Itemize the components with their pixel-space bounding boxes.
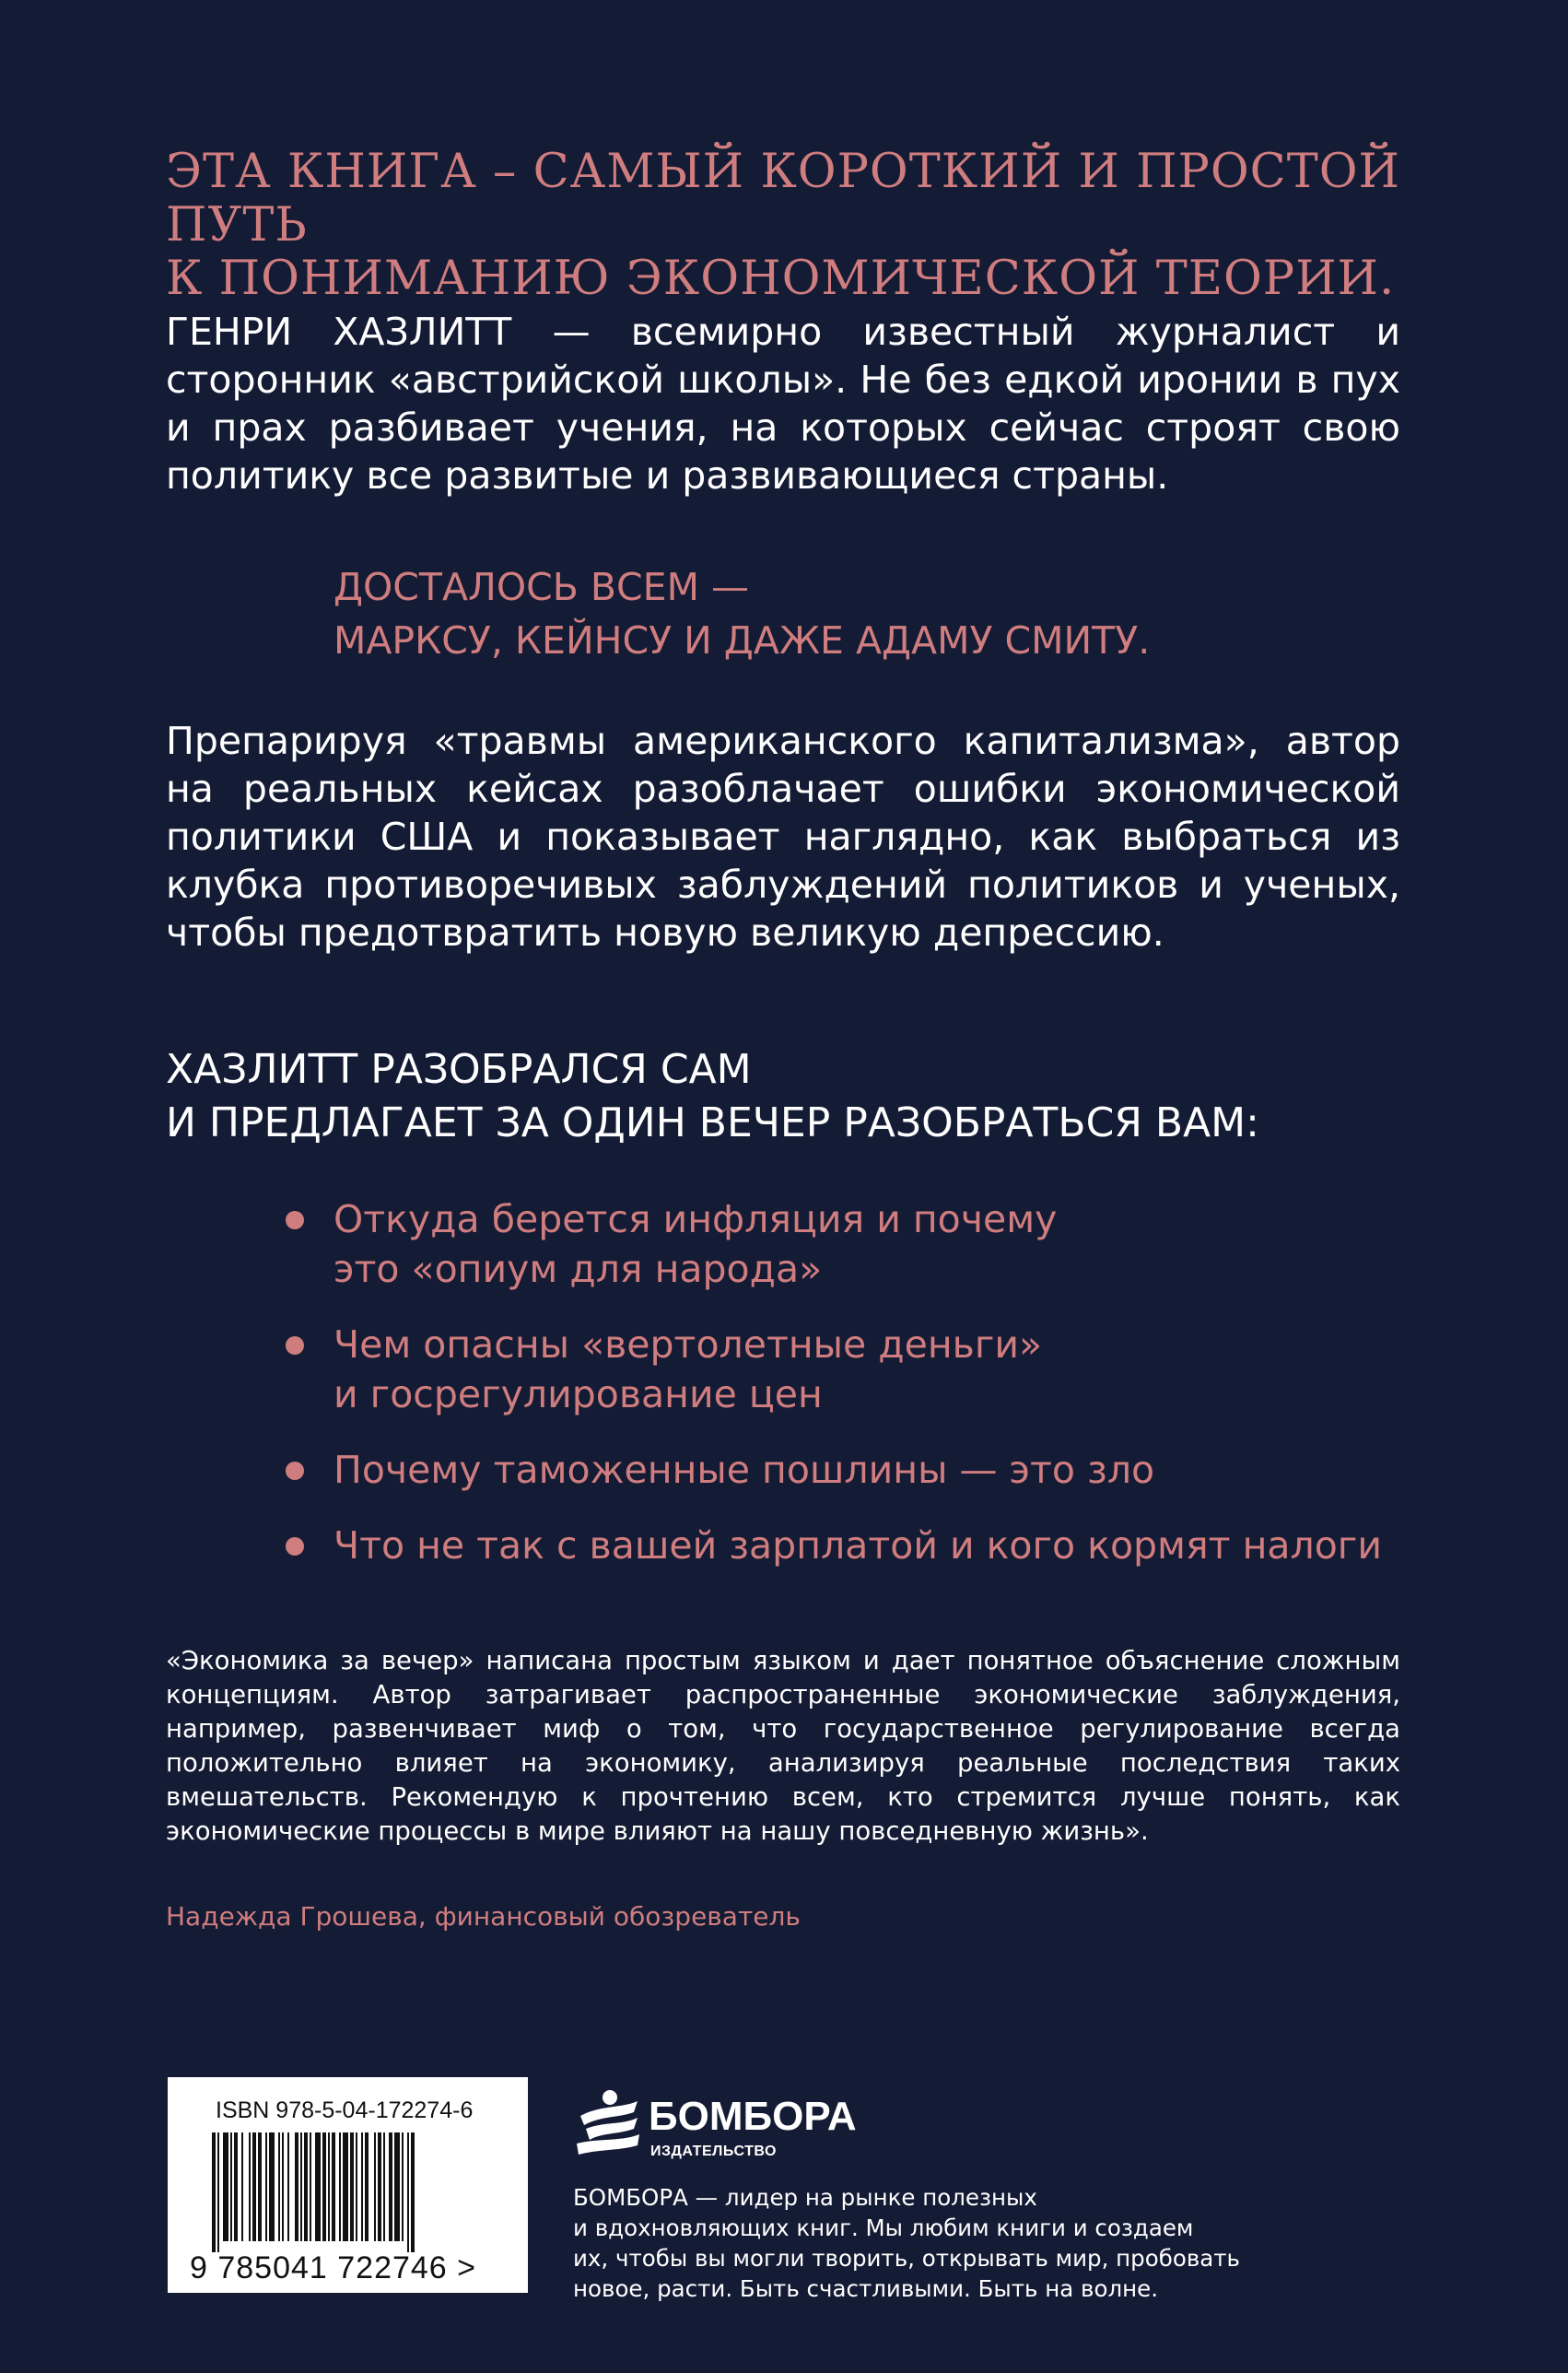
list-heading-line-2: И ПРЕДЛАГАЕТ ЗА ОДИН ВЕЧЕР РАЗОБРАТЬСЯ ВАМ:	[166, 1099, 1259, 1146]
isbn-label: ISBN 978-5-04-172274-6	[216, 2097, 474, 2123]
publisher-description	[573, 2182, 1421, 2304]
list-item	[276, 1521, 1419, 1570]
tagline	[166, 146, 1428, 306]
publisher-subtitle: ИЗДАТЕЛЬСТВО	[650, 2144, 777, 2159]
barcode-panel	[168, 2077, 528, 2293]
bullet-dot-icon	[286, 1462, 304, 1480]
list-item-line: Откуда берется инфляция и почему	[333, 1197, 1058, 1241]
quote-attribution: Надежда Грошева, финансовый обозреватель	[166, 1901, 801, 1932]
bullet-dot-icon	[286, 1336, 304, 1355]
list-heading-line-1: ХАЗЛИТТ РАЗОБРАЛСЯ САМ	[166, 1046, 752, 1093]
barcode-icon	[212, 2132, 488, 2252]
publisher-line: и вдохновляющих книг. Мы любим книги и создаем	[573, 2214, 1194, 2241]
list-item-line: Что не так с вашей зарплатой и кого кормят налоги	[333, 1523, 1382, 1568]
tagline-line-1: ЭТА КНИГА – САМЫЙ КОРОТКИЙ И ПРОСТОЙ ПУТЬ	[166, 145, 1401, 253]
list-item-line: и госрегулирование цен	[333, 1372, 823, 1416]
list-heading	[166, 1043, 1400, 1150]
callout-line-1: ДОСТАЛОСЬ ВСЕМ —	[333, 565, 749, 609]
list-item-line: Чем опасны «вертолетные деньги»	[333, 1322, 1043, 1367]
publisher-line: БОМБОРА — лидер на рынке полезных	[573, 2184, 1037, 2211]
callout	[333, 560, 1347, 667]
callout-line-2: МАРКСУ, КЕЙНСУ И ДАЖЕ АДАМУ СМИТУ.	[333, 618, 1151, 663]
barcode-digits: 9 785041 722746 >	[190, 2250, 477, 2285]
tagline-line-2: К ПОНИМАНИЮ ЭКОНОМИЧЕСКОЙ ТЕОРИИ.	[166, 252, 1396, 306]
publisher-name: БОМБОРА	[649, 2094, 857, 2139]
list-item	[276, 1320, 1419, 1419]
topics-list	[276, 1194, 1419, 1596]
list-item-line: Почему таможенные пошлины — это зло	[333, 1448, 1155, 1492]
publisher-logo-icon	[573, 2088, 643, 2156]
publisher-line: их, чтобы вы могли творить, открывать мир, пробовать	[573, 2245, 1240, 2272]
review-quote: «Экономика за вечер» написана простым языком и дает понятное объяснение сложным концепциям. Автор затрагивает распространенные экономические заблуждения, например, развенчивает миф о том, что государственное регулирование всегда положительно влияет на экономику, анализируя реальные последствия таких вмешательств. Рекомендую к прочтению всем, кто стремится лучше понять, как экономические процессы в мире влияют на нашу повседневную жизнь».	[166, 1646, 1400, 1846]
list-item	[276, 1194, 1419, 1294]
bullet-dot-icon	[286, 1211, 304, 1229]
publisher-line: новое, расти. Быть счастливыми. Быть на волне.	[573, 2275, 1159, 2302]
list-item-line: это «опиум для народа»	[333, 1247, 823, 1291]
description-paragraph: Препарируя «травмы американского капитализма», автор на реальных кейсах разоблачает ошибки экономической политики США и показывает наглядно, как выбраться из клубка противоречивых заблуждений политиков и ученых, чтобы предотвратить новую великую депрессию.	[166, 719, 1400, 955]
author-intro: ГЕНРИ ХАЗЛИТТ — всемирно известный журналист и сторонник «австрийской школы». Не без едкой иронии в пух и прах разбивает учения, на которых сейчас строят свою политику все развитые и развивающиеся страны.	[166, 310, 1400, 498]
list-item	[276, 1445, 1419, 1495]
bullet-dot-icon	[286, 1537, 304, 1556]
